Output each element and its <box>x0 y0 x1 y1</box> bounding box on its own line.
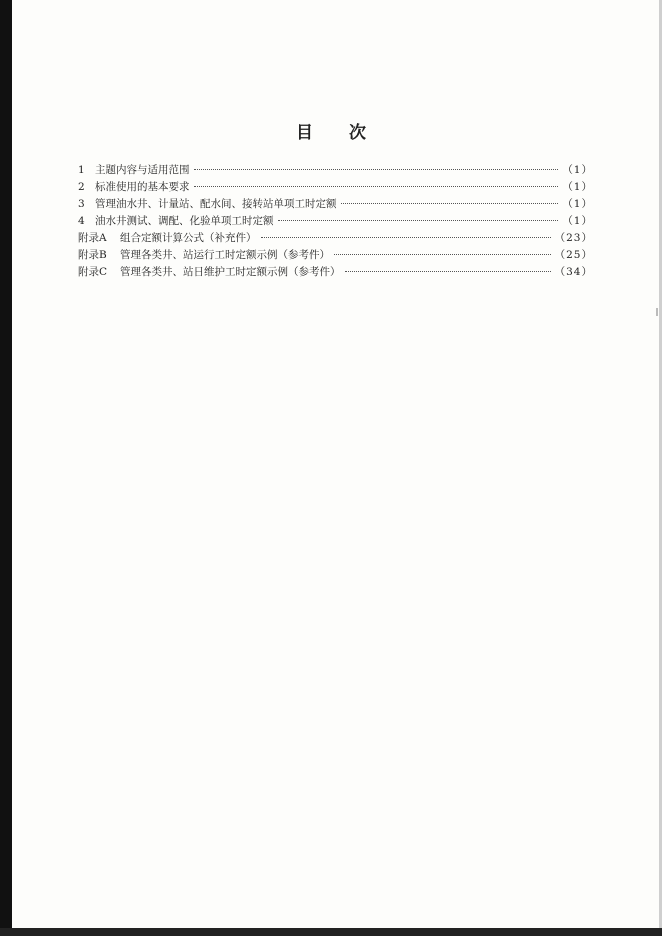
scan-mark <box>656 308 658 316</box>
toc-entry-title: 管理各类井、站日维护工时定额示例（参考件） <box>120 266 341 278</box>
toc-entry[interactable] <box>78 162 593 179</box>
toc-leader-dots <box>194 186 559 187</box>
toc-entry-number: 附录A <box>78 232 107 244</box>
toc-entry-number: 附录B <box>78 249 107 261</box>
toc-leader-dots <box>261 237 551 238</box>
toc-entry-number: 附录C <box>78 266 108 278</box>
page-title <box>0 118 662 143</box>
title-char-2: 次 <box>349 123 366 143</box>
toc-entry-number: 3 <box>78 198 85 210</box>
toc-leader-dots <box>194 169 559 170</box>
toc-entry-title: 管理油水井、计量站、配水间、接转站单项工时定额 <box>95 198 337 210</box>
toc-entry-page: （1） <box>562 198 593 210</box>
toc-entry-page: （25） <box>554 249 593 261</box>
toc-entry-title: 组合定额计算公式（补充件） <box>120 232 257 244</box>
toc-entry-number: 1 <box>78 164 85 176</box>
toc-entry-number: 4 <box>78 215 85 227</box>
toc-entry-title: 主题内容与适用范围 <box>95 164 190 176</box>
toc-entry-page: （34） <box>554 266 593 278</box>
toc-entry[interactable] <box>78 196 593 213</box>
scan-edge-bottom <box>0 928 662 936</box>
table-of-contents <box>78 162 593 281</box>
toc-entry-page: （1） <box>562 181 593 193</box>
toc-entry-page: （23） <box>554 232 593 244</box>
toc-leader-dots <box>278 220 559 221</box>
toc-entry[interactable] <box>78 264 593 281</box>
toc-leader-dots <box>334 254 551 255</box>
toc-entry-page: （1） <box>562 215 593 227</box>
title-char-1: 目 <box>296 123 313 143</box>
toc-entry-page: （1） <box>562 164 593 176</box>
toc-entry-number: 2 <box>78 181 85 193</box>
toc-entry[interactable] <box>78 247 593 264</box>
toc-entry-title: 标准使用的基本要求 <box>95 181 190 193</box>
toc-entry-title: 管理各类井、站运行工时定额示例（参考件） <box>120 249 330 261</box>
toc-entry-title: 油水井测试、调配、化验单项工时定额 <box>95 215 274 227</box>
toc-leader-dots <box>345 271 551 272</box>
toc-entry[interactable] <box>78 213 593 230</box>
toc-entry[interactable] <box>78 179 593 196</box>
toc-leader-dots <box>341 203 559 204</box>
toc-entry[interactable] <box>78 230 593 247</box>
